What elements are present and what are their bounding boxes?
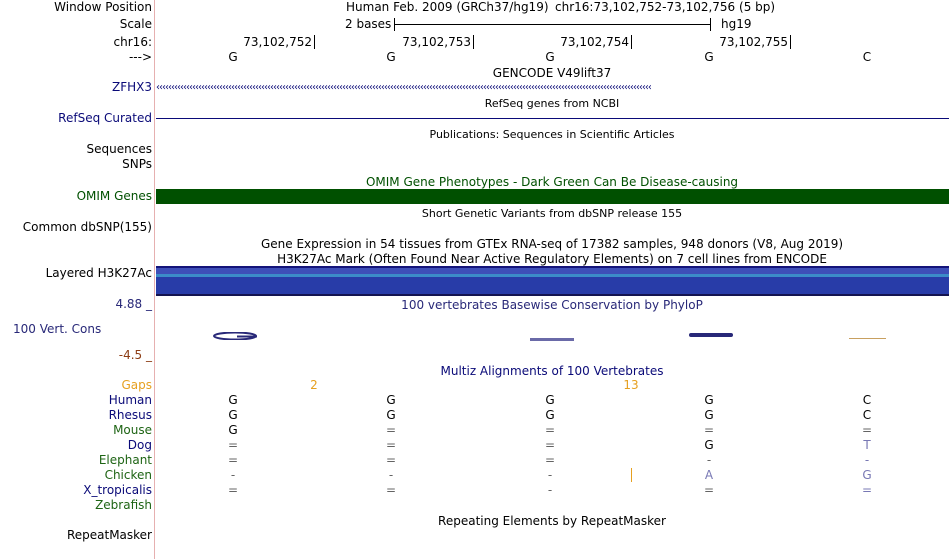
alignment-base: G (862, 468, 872, 482)
alignment-base: G (704, 408, 714, 422)
alignment-base: G (228, 423, 238, 437)
species-label-human[interactable]: Human (108, 393, 152, 407)
gencode-gene-label[interactable]: ZFHX3 (111, 80, 152, 94)
phylop-bar (689, 333, 733, 337)
gencode-track-title[interactable]: GENCODE V49lift37 (492, 66, 612, 80)
scale-size: 2 bases (345, 17, 392, 31)
omim-gene-bar[interactable] (156, 189, 949, 204)
alignment-base: = (703, 423, 715, 437)
alignment-base: - (547, 483, 553, 497)
alignment-base: G (704, 438, 714, 452)
reference-base: C (862, 50, 872, 64)
gap-count: 2 (310, 378, 318, 392)
phylop-track-title[interactable]: 100 vertebrates Basewise Conservation by PhyloP (401, 298, 703, 312)
alignment-base: - (547, 468, 553, 482)
species-label-elephant[interactable]: Elephant (98, 453, 152, 467)
alignment-base: G (228, 393, 238, 407)
alignment-base: = (385, 453, 397, 467)
h3k27ac-track-title[interactable]: H3K27Ac Mark (Often Found Near Active Regulatory Elements) on 7 cell lines from ENCODE (277, 252, 827, 266)
alignment-base: = (227, 453, 239, 467)
phylop-max-label: 4.88 _ (115, 297, 152, 311)
phylop-min-label: -4.5 _ (118, 348, 152, 362)
dbsnp-track-label[interactable]: Common dbSNP(155) (22, 220, 152, 234)
sequences-label[interactable]: Sequences (86, 142, 152, 156)
h3k27ac-track-label[interactable]: Layered H3K27Ac (45, 266, 152, 280)
gtex-track-title[interactable]: Gene Expression in 54 tissues from GTEx RNA-seq of 17382 samples, 948 donors (V8, Aug 2019) (260, 237, 844, 251)
alignment-base: = (385, 483, 397, 497)
ruler-tick (790, 35, 791, 49)
scale-bar (394, 17, 711, 32)
data-area-left-border (154, 0, 155, 559)
alignment-base: A (704, 468, 714, 482)
reference-base: G (545, 50, 555, 64)
alignment-base: T (863, 438, 871, 452)
window-position-label: Window Position (54, 0, 152, 14)
phylop-bar-g (213, 329, 257, 337)
omim-track-title[interactable]: OMIM Gene Phenotypes - Dark Green Can Be Disease-causing (365, 175, 739, 189)
alignment-base: G (228, 408, 238, 422)
repeatmasker-track-title[interactable]: Repeating Elements by RepeatMasker (438, 514, 666, 528)
alignment-base: = (385, 438, 397, 452)
scale-assembly: hg19 (721, 17, 752, 31)
alignment-base: G (545, 393, 555, 407)
alignment-base: G (386, 393, 396, 407)
h3k27ac-signal[interactable] (156, 266, 949, 296)
alignment-base: = (861, 483, 873, 497)
gaps-label[interactable]: Gaps (121, 378, 152, 392)
ruler-tick-label: 73,102,755 (719, 35, 788, 49)
strand-label: ---> (128, 50, 152, 64)
multiz-track-title[interactable]: Multiz Alignments of 100 Vertebrates (440, 364, 664, 378)
ruler-tick (314, 35, 315, 49)
species-label-mouse[interactable]: Mouse (113, 423, 152, 437)
alignment-base: = (227, 438, 239, 452)
assembly-title: Human Feb. 2009 (GRCh37/hg19) (346, 0, 549, 14)
refseq-gene-line[interactable] (156, 118, 949, 119)
refseq-track-label[interactable]: RefSeq Curated (58, 111, 152, 125)
species-label-chicken[interactable]: Chicken (104, 468, 152, 482)
alignment-base: G (704, 393, 714, 407)
ruler-tick-label: 73,102,754 (560, 35, 629, 49)
phylop-bar (530, 338, 574, 341)
species-label-x-tropicalis[interactable]: X_tropicalis (83, 483, 152, 497)
gencode-gene-body[interactable]: ‹‹‹‹‹‹‹‹‹‹‹‹‹‹‹‹‹‹‹‹‹‹‹‹‹‹‹‹‹‹‹‹‹‹‹‹‹‹‹‹‹‹‹‹‹‹‹‹‹‹‹‹‹‹‹‹‹‹‹‹‹‹‹‹‹‹‹‹‹‹‹‹‹‹‹‹‹‹‹‹‹‹‹‹‹‹‹‹‹‹‹‹‹‹‹‹‹‹‹‹‹‹‹‹‹‹‹‹‹‹‹‹‹‹‹‹‹‹‹‹‹‹‹‹‹‹‹‹‹‹‹‹‹‹‹‹‹‹‹‹‹‹‹‹‹‹‹‹‹‹‹‹‹‹‹‹‹‹‹‹‹‹‹‹‹ (156, 82, 651, 93)
alignment-base: = (544, 423, 556, 437)
alignment-base: = (544, 438, 556, 452)
omim-track-label[interactable]: OMIM Genes (76, 189, 152, 203)
ruler-tick-label: 73,102,752 (243, 35, 312, 49)
reference-base: G (704, 50, 714, 64)
ruler-tick-label: 73,102,753 (402, 35, 471, 49)
ruler-tick (473, 35, 474, 49)
publications-track-title[interactable]: Publications: Sequences in Scientific Articles (429, 128, 675, 141)
chrom-label: chr16: (113, 35, 152, 49)
phylop-track-label[interactable]: 100 Vert. Cons (13, 322, 102, 336)
alignment-base: G (386, 408, 396, 422)
position-readout: chr16:73,102,752-73,102,756 (5 bp) (555, 0, 776, 14)
alignment-base: = (227, 483, 239, 497)
alignment-base: G (545, 408, 555, 422)
alignment-base: - (230, 468, 236, 482)
repeatmasker-track-label[interactable]: RepeatMasker (66, 528, 152, 542)
reference-base: G (228, 50, 238, 64)
species-label-rhesus[interactable]: Rhesus (108, 408, 152, 422)
gap-count: 13 (623, 378, 639, 392)
scale-label: Scale (119, 17, 152, 31)
species-label-zebrafish[interactable]: Zebrafish (95, 498, 152, 512)
gap-insertion-mark (631, 468, 632, 482)
alignment-base: - (388, 468, 394, 482)
alignment-base: - (706, 453, 712, 467)
reference-base: G (386, 50, 396, 64)
alignment-base: - (864, 453, 870, 467)
alignment-base: = (385, 423, 397, 437)
refseq-track-title[interactable]: RefSeq genes from NCBI (484, 97, 620, 110)
phylop-bar (849, 338, 886, 339)
alignment-base: C (862, 393, 872, 407)
snps-label[interactable]: SNPs (122, 157, 152, 171)
alignment-base: = (544, 453, 556, 467)
dbsnp-track-title[interactable]: Short Genetic Variants from dbSNP release 155 (421, 207, 683, 220)
ruler-tick (631, 35, 632, 49)
alignment-base: C (862, 408, 872, 422)
alignment-base: = (861, 423, 873, 437)
species-label-dog[interactable]: Dog (127, 438, 152, 452)
alignment-base: = (703, 483, 715, 497)
